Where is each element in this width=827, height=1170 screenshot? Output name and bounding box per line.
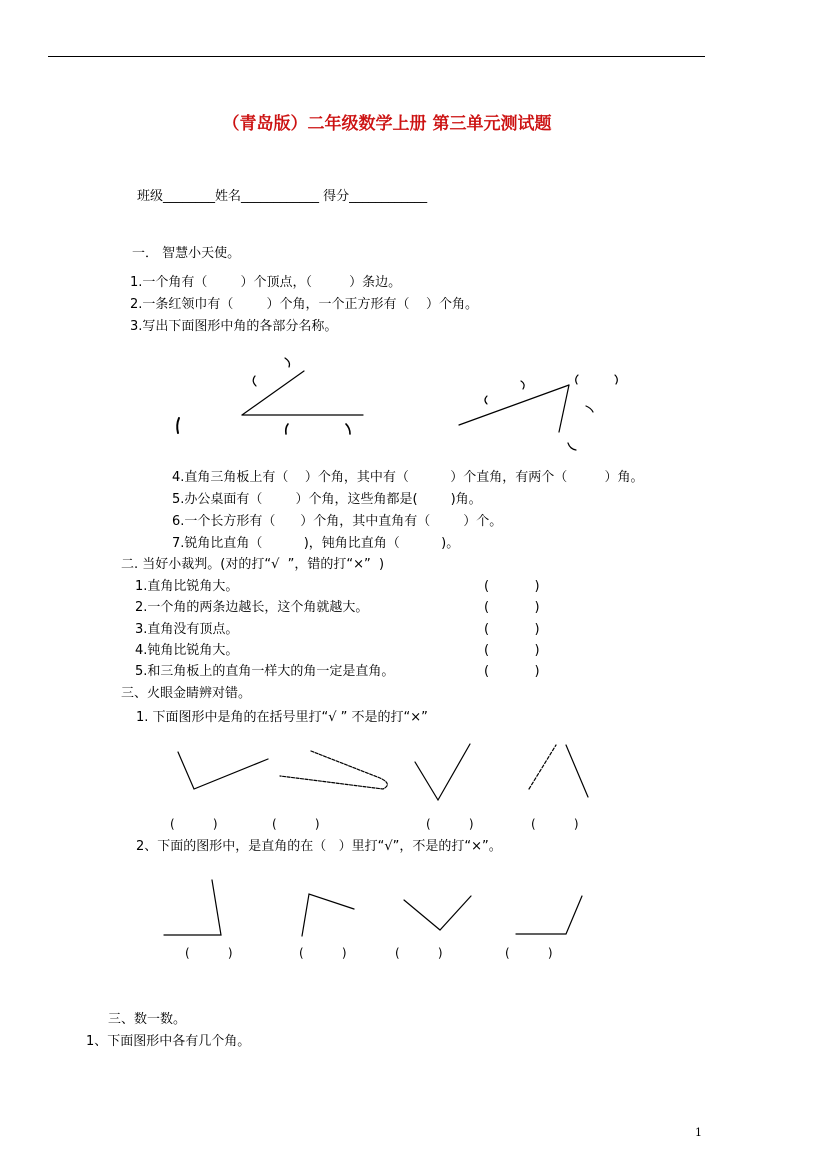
question-3-1: 1. 下面图形中是角的在括号里打“√ ” 不是的打“×”: [136, 710, 428, 725]
label-bracket: [615, 375, 617, 384]
section1-heading: 一． 智慧小天使。: [132, 246, 241, 261]
label-bracket: [177, 418, 179, 433]
judge-item-2: 2.一个角的两条边越长，这个角就越大。: [135, 600, 369, 615]
section2-heading: 二. 当好小裁判。(对的打“√ ”，错的打“×” ): [121, 557, 385, 572]
right-angle-blank-3: ( ): [395, 946, 443, 960]
angle-ray: [459, 385, 569, 425]
judge-blank-4: ( ): [484, 643, 540, 658]
judge-blank-2: ( ): [484, 600, 540, 615]
label-bracket: [253, 376, 256, 386]
angle-figure-2: [459, 375, 617, 450]
label-bracket: [568, 443, 576, 450]
shape-blank-1: ( ): [170, 817, 218, 831]
question-1-6: 6.一个长方形有（ ）个角，其中直角有（ ）个。: [172, 514, 503, 529]
right-angle-blank-1: ( ): [185, 946, 233, 960]
right-angle-shape-2: [302, 894, 354, 936]
right-angle-blank-4: ( ): [505, 946, 553, 960]
judge-item-3: 3.直角没有顶点。: [135, 622, 239, 637]
question-1-7: 7.锐角比直角（ )，钝角比直角（ )。: [172, 536, 460, 551]
section3-heading: 三、火眼金睛辨对错。: [121, 686, 252, 701]
section4-heading: 三、数一数。: [108, 1012, 187, 1027]
shape-1: [178, 752, 268, 789]
judge-blank-5: ( ): [484, 664, 540, 679]
label-bracket: [285, 358, 290, 367]
question-1-5: 5.办公桌面有（ ）个角，这些角都是( )角。: [172, 492, 482, 507]
judge-blank-1: ( ): [484, 579, 540, 594]
shape-blank-4: ( ): [531, 817, 579, 831]
question-1-1: 1.一个角有（ ）个顶点，（ ）条边。: [130, 275, 402, 290]
question-3-2: 2、下面的图形中，是直角的在（ ）里打“√”，不是的打“×”。: [136, 839, 502, 854]
angle-figure-1: [177, 358, 363, 434]
shape-blank-2: ( ): [272, 817, 320, 831]
student-info-line: 班级________姓名____________ 得分____________: [137, 189, 428, 204]
right-angle-blank-2: ( ): [299, 946, 347, 960]
shape-blank-3: ( ): [426, 817, 474, 831]
angle-ray: [242, 371, 304, 415]
judge-item-4: 4.钝角比锐角大。: [135, 643, 239, 658]
page-title: （青岛版）二年级数学上册 第三单元测试题: [222, 114, 552, 134]
question-4-1: 1、下面图形中各有几个角。: [86, 1034, 251, 1049]
judge-item-1: 1.直角比锐角大。: [135, 579, 239, 594]
right-angle-shape-1: [164, 880, 221, 935]
shape-4: [529, 745, 588, 797]
right-angle-shape-4: [516, 896, 582, 934]
label-bracket: [521, 381, 524, 389]
label-bracket: [576, 375, 578, 384]
label-bracket: [346, 424, 350, 434]
label-bracket: [286, 424, 288, 434]
shape-2: [280, 751, 387, 789]
judge-blank-3: ( ): [484, 622, 540, 637]
right-angle-shape-3: [404, 896, 471, 930]
angle-ray: [559, 385, 569, 432]
question-1-4: 4.直角三角板上有（ ）个角，其中有（ ）个直角，有两个（ ）角。: [172, 470, 644, 485]
page-number: 1: [695, 1126, 702, 1139]
shape-3: [415, 744, 470, 800]
question-1-3: 3.写出下面图形中角的各部分名称。: [130, 319, 338, 334]
question-1-2: 2.一条红领巾有（ ）个角，一个正方形有（ ）个角。: [130, 297, 478, 312]
judge-item-5: 5.和三角板上的直角一样大的角一定是直角。: [135, 664, 395, 679]
label-bracket: [485, 396, 487, 404]
label-bracket: [586, 406, 593, 412]
